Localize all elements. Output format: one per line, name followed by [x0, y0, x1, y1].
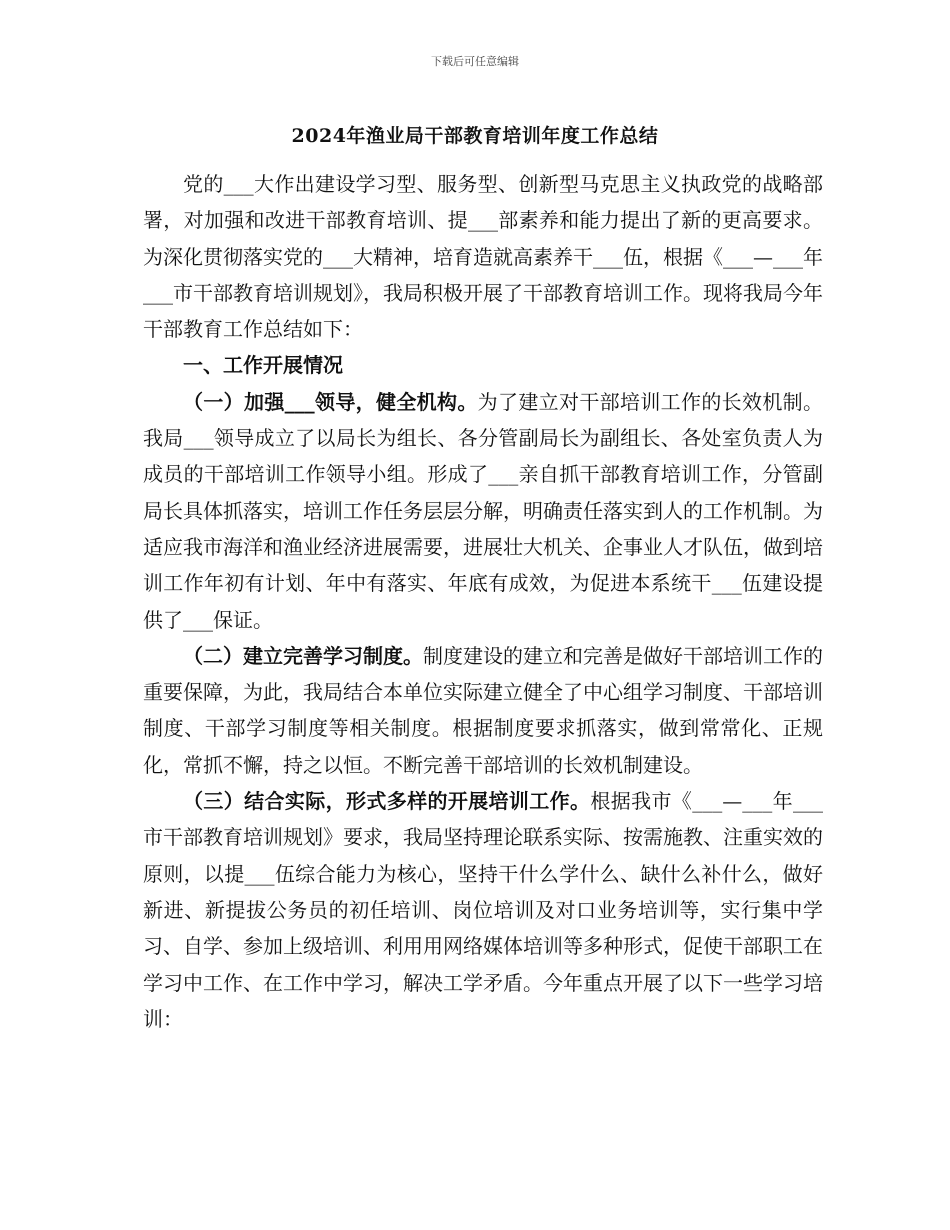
item-lead-2: （二）建立完善学习制度。 — [183, 643, 423, 668]
item-lead-1: （一）加强___领导，健全机构。 — [183, 389, 478, 414]
item-text-2: 制度建设的建立和完善是做好干部培训工作的重要保障，为此，我局结合本单位实际建立健全了中心组学习制度、干部培训制度、干部学习制度等相关制度。根据制度要求抓落实，做到常常化、正规化，常抓不懈，持之以恒。不断完善干部培训的长效机制建设。 — [143, 643, 823, 777]
intro-paragraph: 党的___大作出建设学习型、服务型、创新型马克思主义执政党的战略部署，对加强和改进干部教育培训、提___部素养和能力提出了新的更高要求。为深化贯彻落实党的___大精神，培育造就高素养干___伍，根据《___—___年___市干部教育培训规划》，我局积极开展了干部教育培训工作。现将我局今年干部教育工作总结如下： — [143, 172, 823, 342]
item-text-3: 根据我市《___—___年___市干部教育培训规划》要求，我局坚持理论联系实际、按需施教、注重实效的原则，以提___伍综合能力为核心，坚持干什么学什么、缺什么补什么，做好新进、新提拔公务员的初任培训、岗位培训及对口业务培训等，实行集中学习、自学、参加上级培训、利用用网络媒体培训等多种形式，促使干部职工在学习中工作、在工作中学习，解决工学矛盾。今年重点开展了以下一些学习培训： — [143, 789, 824, 1031]
item-paragraph-2 — [143, 638, 823, 783]
item-paragraph-3 — [143, 783, 823, 1037]
document-body — [143, 166, 823, 1037]
section-heading: 一、工作开展情况 — [183, 353, 343, 378]
item-paragraph-1 — [143, 384, 823, 638]
item-lead-3: （三）结合实际，形式多样的开展培训工作。 — [183, 789, 591, 814]
header-note: 下载后可任意编辑 — [431, 55, 519, 68]
item-text-1: 为了建立对干部培训工作的长效机制。我局___领导成立了以局长为组长、各分管副局长为副组长、各处室负责人为成员的干部培训工作领导小组。形成了___亲自抓干部教育培训工作，分管副局长具体抓落实，培训工作任务层层分解，明确责任落实到人的工作机制。为适应我市海洋和渔业经济进展需要，进展壮大机关、企事业人才队伍，做到培训工作年初有计划、年中有落实、年底有成效，为促进本系统干___伍建设提供了___保证。 — [143, 389, 824, 632]
document-title: 2024年渔业局干部教育培训年度工作总结 — [291, 125, 659, 147]
